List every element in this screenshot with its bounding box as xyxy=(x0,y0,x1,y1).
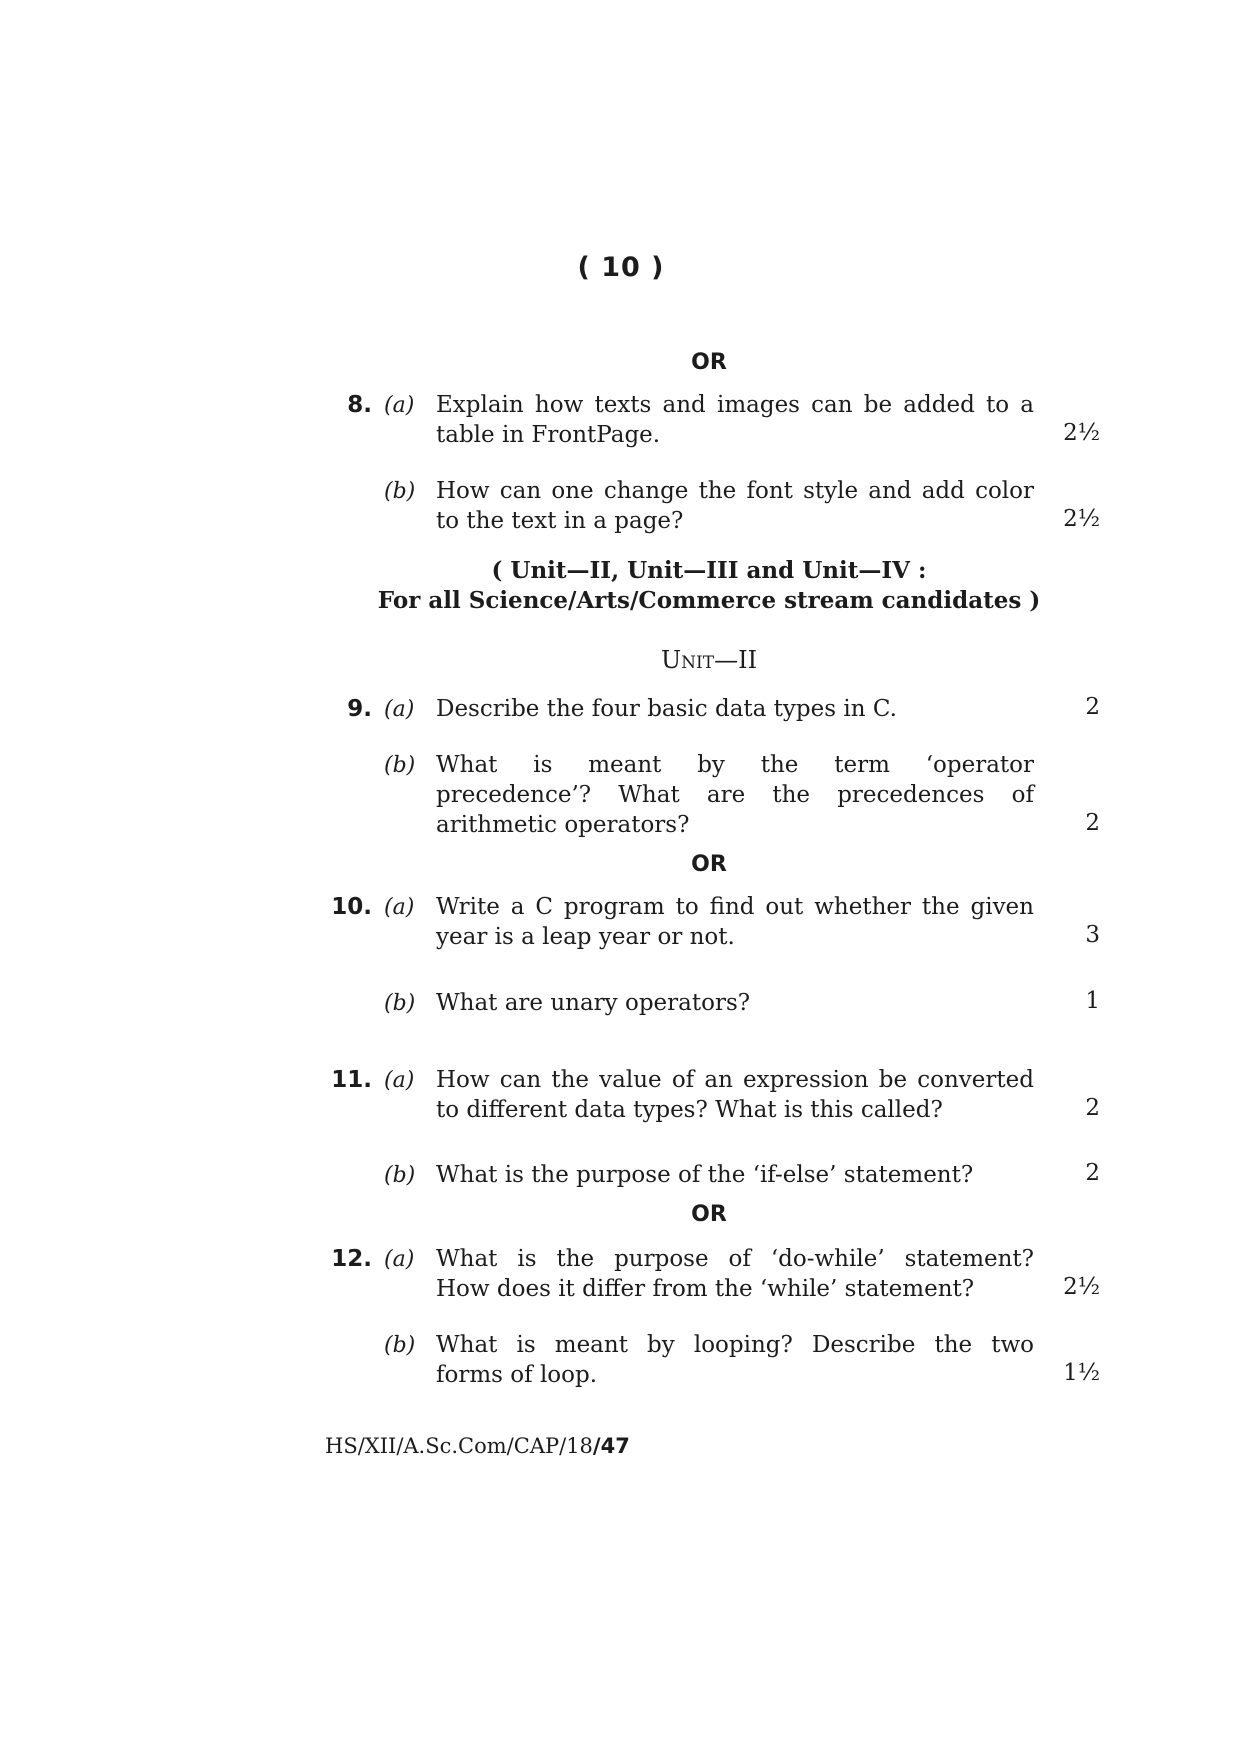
subpart-label: (b) xyxy=(384,1333,416,1358)
marks: 1½ xyxy=(1063,1360,1100,1386)
text-line: to different data types? What is this called? xyxy=(436,1097,943,1123)
or-separator: OR xyxy=(691,1202,727,1227)
question-number: 10. xyxy=(331,894,372,920)
question-text xyxy=(436,1065,1034,1125)
question-text xyxy=(436,1330,1034,1390)
subpart-label: (a) xyxy=(384,697,415,722)
text-line: precedence’? What are the precedences of xyxy=(436,782,1034,808)
text-line: What is meant by the term ‘operator xyxy=(436,752,1034,778)
text-line: How can the value of an expression be converted xyxy=(436,1067,1034,1093)
text-line: Explain how texts and images can be added to a xyxy=(436,392,1034,418)
text-line: Describe the four basic data types in C. xyxy=(436,696,897,722)
question-text xyxy=(436,1160,1034,1190)
text-line: How can one change the font style and add color xyxy=(436,478,1034,504)
question-text xyxy=(436,750,1034,840)
marks: 2 xyxy=(1085,1160,1100,1186)
paper-code xyxy=(325,1434,630,1458)
unit-title-text: Unit—II xyxy=(660,646,758,674)
subpart-label: (b) xyxy=(384,479,416,504)
marks: 2 xyxy=(1085,1095,1100,1121)
question-text xyxy=(436,892,1034,952)
text-line: What are unary operators? xyxy=(436,990,751,1016)
question-number: 8. xyxy=(347,392,372,418)
subpart-label: (a) xyxy=(384,1247,415,1272)
marks: 2½ xyxy=(1063,1274,1100,1300)
text-line: arithmetic operators? xyxy=(436,812,690,838)
subpart-label: (b) xyxy=(384,753,416,778)
paper-code-suffix: /47 xyxy=(592,1434,630,1458)
text-line: What is the purpose of the ‘if-else’ statement? xyxy=(436,1162,974,1188)
subpart-label: (a) xyxy=(384,895,415,920)
subpart-label: (a) xyxy=(384,1068,415,1093)
question-text xyxy=(436,694,1034,724)
paper-code-text: HS/XII/A.Sc.Com/CAP/18 xyxy=(325,1434,593,1458)
unit-title xyxy=(0,646,1242,674)
section-heading-line: ( Unit—II, Unit—III and Unit—IV : xyxy=(491,557,927,584)
text-line: What is meant by looping? Describe the two xyxy=(436,1332,1034,1358)
marks: 2½ xyxy=(1063,506,1100,532)
subpart-label: (a) xyxy=(384,393,415,418)
question-text xyxy=(436,476,1034,536)
text-line: How does it differ from the ‘while’ statement? xyxy=(436,1276,975,1302)
marks: 2 xyxy=(1085,694,1100,720)
text-line: forms of loop. xyxy=(436,1362,598,1388)
subpart-label: (b) xyxy=(384,1163,416,1188)
text-line: Write a C program to find out whether the given xyxy=(436,894,1034,920)
or-separator: OR xyxy=(691,852,727,877)
question-text xyxy=(436,988,1034,1018)
marks: 2 xyxy=(1085,810,1100,836)
marks: 3 xyxy=(1085,922,1100,948)
or-separator: OR xyxy=(691,350,727,375)
text-line: to the text in a page? xyxy=(436,508,684,534)
question-number: 9. xyxy=(347,696,372,722)
text-line: table in FrontPage. xyxy=(436,422,661,448)
text-line: year is a leap year or not. xyxy=(436,924,735,950)
section-heading xyxy=(0,556,1242,616)
subpart-label: (b) xyxy=(384,991,416,1016)
question-text xyxy=(436,390,1034,450)
question-number: 11. xyxy=(331,1067,372,1093)
question-text xyxy=(436,1244,1034,1304)
question-number: 12. xyxy=(331,1246,372,1272)
page-number: ( 10 ) xyxy=(577,252,665,283)
marks: 2½ xyxy=(1063,420,1100,446)
section-heading-line: For all Science/Arts/Commerce stream candidates ) xyxy=(377,587,1041,614)
text-line: What is the purpose of ‘do-while’ statement? xyxy=(436,1246,1034,1272)
marks: 1 xyxy=(1085,988,1100,1014)
